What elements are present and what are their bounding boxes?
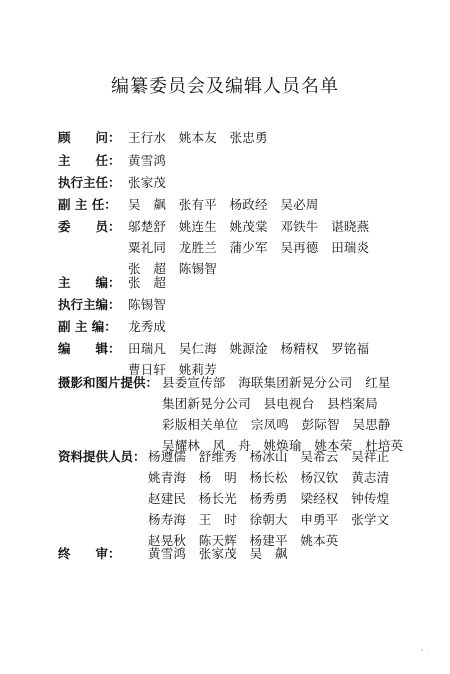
names-photo-providers-line-2: 集团新晃分公司 县电视台 县档案局 (162, 396, 378, 411)
label-executive-editor: 执行主编： (58, 297, 121, 312)
names-data-providers-line-1: 杨遵儒 舒维秀 杨冰山 吴希云 吴祥正 (148, 449, 390, 464)
names-data-providers-line-2: 姚青海 杨 明 杨长松 杨汉钦 黄志清 (148, 470, 390, 485)
label-members: 委 员： (58, 219, 121, 234)
names-executive-editor: 陈锡智 (128, 297, 167, 312)
row-executive-director (0, 173, 450, 193)
label-photo-providers: 摄影和图片提供： (58, 375, 159, 390)
names-photo-providers-line-3: 彩版相关单位 宗凤鸣 彭际智 吴思静 (162, 417, 391, 432)
names-members-line-3: 张 超 陈锡智 (128, 261, 217, 276)
row-data-providers (0, 447, 450, 548)
row-editors (0, 339, 450, 377)
names-director: 黄雪鸿 (128, 153, 167, 168)
names-deputy-director: 吴 飙 张有平 杨政经 吴必周 (128, 197, 319, 212)
row-photo-providers (0, 373, 450, 453)
names-editors-line-2: 曹日轩 姚莉芳 (128, 362, 217, 377)
names-data-providers-line-4: 杨寿海 王 时 徐朝大 申勇平 张学文 (148, 512, 390, 527)
names-advisors: 王行水 姚本友 张忠勇 (128, 130, 268, 145)
names-deputy-editor: 龙秀成 (128, 319, 167, 334)
row-final-review (0, 544, 450, 564)
label-director: 主 任： (58, 153, 121, 168)
row-chief-editor (0, 273, 450, 293)
row-director (0, 151, 450, 171)
label-deputy-director: 副 主 任： (58, 197, 117, 212)
row-deputy-director (0, 195, 450, 215)
label-data-providers: 资料提供人员： (58, 449, 146, 464)
names-final-review: 黄雪鸿 张家茂 吴 飙 (148, 546, 288, 561)
scan-speck-icon (418, 644, 432, 658)
label-executive-director: 执行主任： (58, 175, 121, 190)
label-chief-editor: 主 编： (58, 275, 121, 290)
row-members (0, 217, 450, 276)
label-final-review: 终 审： (58, 546, 121, 561)
label-deputy-editor: 副 主 编： (58, 319, 117, 334)
row-executive-editor (0, 295, 450, 315)
names-chief-editor: 张 超 (128, 275, 167, 290)
names-photo-providers-line-4: 吴耀林 风 舟 姚焕瑜 姚本荣 杜培英 (162, 438, 404, 453)
names-members-line-1: 邬楚舒 姚连生 姚茂棠 邓铁牛 谌晓燕 (128, 219, 370, 234)
names-photo-providers-line-1: 县委宣传部 海联集团新晃分公司 红星 (162, 375, 391, 390)
names-members-line-2: 粟礼同 龙胜兰 蒲少军 吴再德 田瑞炎 (128, 240, 370, 255)
label-editors: 编 辑： (58, 341, 121, 356)
names-data-providers-line-3: 赵建民 杨长光 杨秀勇 梁经权 钟传煌 (148, 491, 390, 506)
row-advisors (0, 128, 450, 148)
page-title: 编纂委员会及编辑人员名单 (111, 76, 339, 97)
names-editors-line-1: 田瑞凡 吴仁海 姚源淦 杨精权 罗铭福 (128, 341, 370, 356)
row-deputy-editor (0, 317, 450, 337)
names-data-providers-line-5: 赵晃秋 陈天辉 杨建平 姚本英 (148, 533, 339, 548)
names-executive-director: 张家茂 (128, 175, 167, 190)
label-advisors: 顾 问： (58, 130, 121, 145)
